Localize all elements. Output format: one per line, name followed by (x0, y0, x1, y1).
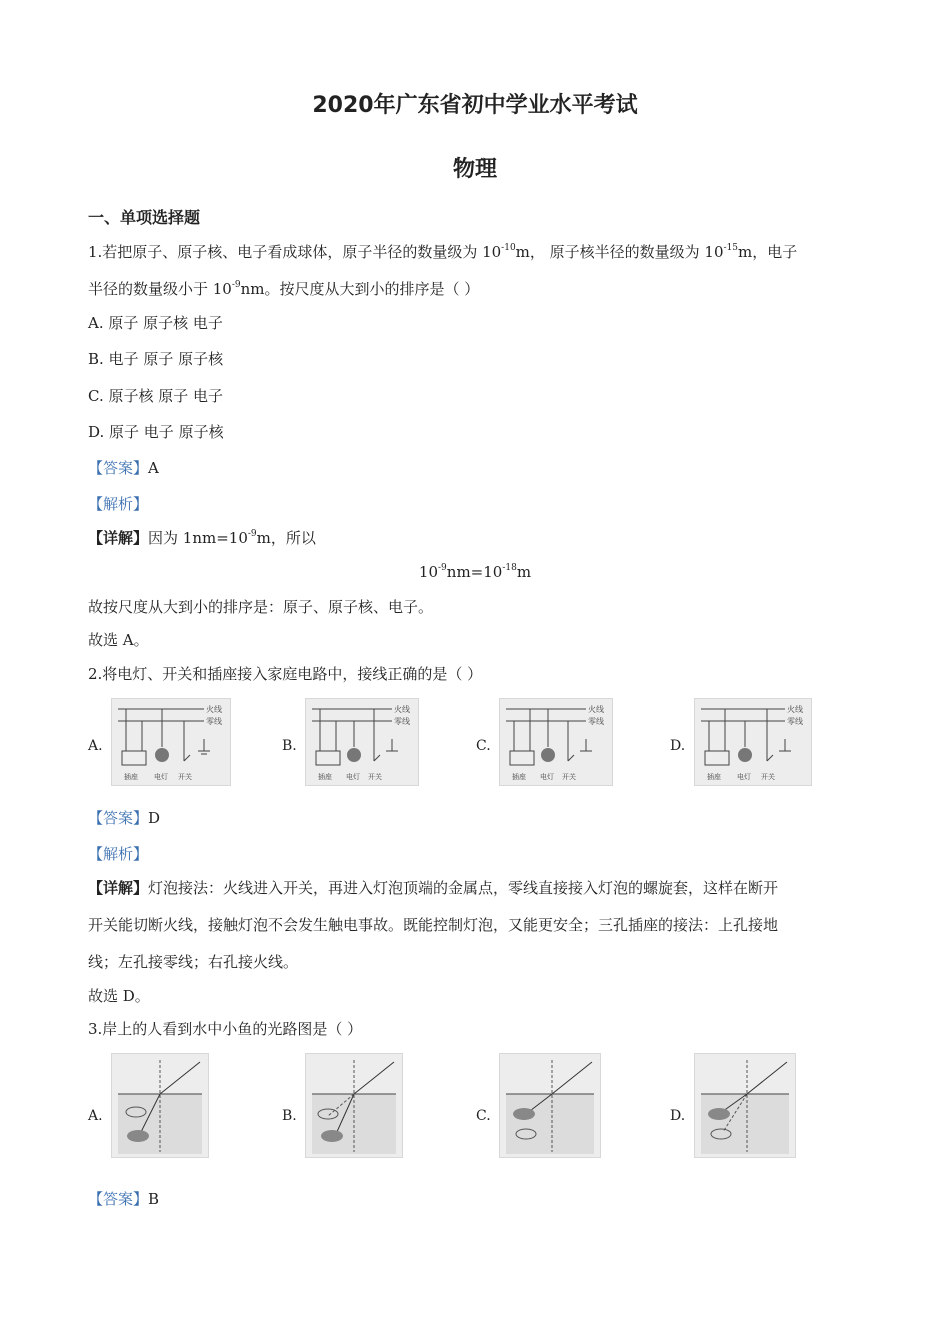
q2-label-a: A. (88, 738, 103, 754)
q2-label-b: B. (282, 738, 297, 754)
socket-label: 插座 (707, 773, 721, 781)
q2-detail-line1: 【详解】灯泡接法：火线进入开关，再进入灯泡顶端的金属点，零线直接接入灯泡的螺旋套，这样在断开 (88, 879, 779, 897)
q1-option-a: A. 原子 原子核 电子 (88, 314, 223, 332)
q3-label-d: D. (670, 1108, 686, 1124)
q1-conclusion: 故按尺度从大到小的排序是：原子、原子核、电子。 (88, 598, 434, 616)
q2-circuit-figure-c (499, 698, 613, 786)
subject-title: 物理 (452, 157, 497, 182)
q2-stem: 2.将电灯、开关和插座接入家庭电路中，接线正确的是（ ） (88, 665, 483, 683)
page-title: 2020年广东省初中学业水平考试 (312, 93, 638, 118)
section-heading: 一、单项选择题 (88, 208, 201, 227)
switch-label: 开关 (761, 773, 775, 781)
q3-label-b: B. (282, 1108, 297, 1124)
q3-stem: 3.岸上的人看到水中小鱼的光路图是（ ） (88, 1020, 363, 1038)
socket-label: 插座 (318, 773, 332, 781)
q3-light-path-figure-b (305, 1053, 403, 1158)
q1-stem-line1: 1.若把原子、原子核、电子看成球体，原子半径的数量级为 $10^{-10}m$， 原子核半径的数量级为 $10^{-15}m$，电子 (88, 243, 798, 261)
q3-answer: 【答案】B (88, 1190, 160, 1208)
q1-option-c: C. 原子核 原子 电子 (88, 387, 224, 405)
q3-label-a: A. (88, 1108, 103, 1124)
neutral-wire-label: 零线 (206, 717, 222, 726)
q2-label-c: C. (476, 738, 491, 754)
lamp-label: 电灯 (346, 773, 360, 781)
q2-label-d: D. (670, 738, 686, 754)
switch-label: 开关 (368, 773, 382, 781)
q1-option-b: B. 电子 原子 原子核 (88, 350, 224, 368)
lamp-label: 电灯 (154, 773, 168, 781)
q2-choice: 故选 D。 (88, 987, 150, 1005)
neutral-wire-label: 零线 (588, 717, 604, 726)
q3-label-c: C. (476, 1108, 491, 1124)
q2-analysis-tag: 【解析】 (88, 845, 149, 863)
q1-choice: 故选 A。 (88, 631, 149, 649)
q2-detail-line2: 开关能切断火线，接触灯泡不会发生触电事故。既能控制灯泡，又能更安全；三孔插座的接法：上孔接地 (88, 916, 779, 934)
socket-label: 插座 (512, 773, 526, 781)
live-wire-label: 火线 (394, 705, 410, 714)
neutral-wire-label: 零线 (394, 717, 410, 726)
q1-option-d: D. 原子 电子 原子核 (88, 423, 224, 441)
q1-answer: 【答案】A (88, 459, 159, 477)
q3-light-path-figure-c (499, 1053, 601, 1158)
q2-detail-line3: 线；左孔接零线；右孔接火线。 (88, 953, 299, 971)
q2-answer: 【答案】D (88, 809, 161, 827)
q2-circuit-figure-d (694, 698, 812, 786)
q1-analysis-tag: 【解析】 (88, 495, 149, 513)
q3-light-path-figure-a (111, 1053, 209, 1158)
q3-light-path-figure-d (694, 1053, 796, 1158)
q1-equation: $10^{-9}nm=10^{-18}m$ (418, 563, 532, 581)
q1-stem-line2: 半径的数量级小于 $10^{-9}nm$。按尺度从大到小的排序是（ ） (88, 280, 480, 298)
lamp-label: 电灯 (737, 773, 751, 781)
live-wire-label: 火线 (588, 705, 604, 714)
switch-label: 开关 (562, 773, 576, 781)
neutral-wire-label: 零线 (787, 717, 803, 726)
live-wire-label: 火线 (206, 705, 222, 714)
lamp-label: 电灯 (540, 773, 554, 781)
q1-detail: 【详解】因为 $1nm=10^{-9}m$，所以 (88, 529, 316, 547)
live-wire-label: 火线 (787, 705, 803, 714)
switch-label: 开关 (178, 773, 192, 781)
q2-circuit-figure-a (111, 698, 231, 786)
q2-circuit-figure-b (305, 698, 419, 786)
socket-label: 插座 (124, 773, 138, 781)
